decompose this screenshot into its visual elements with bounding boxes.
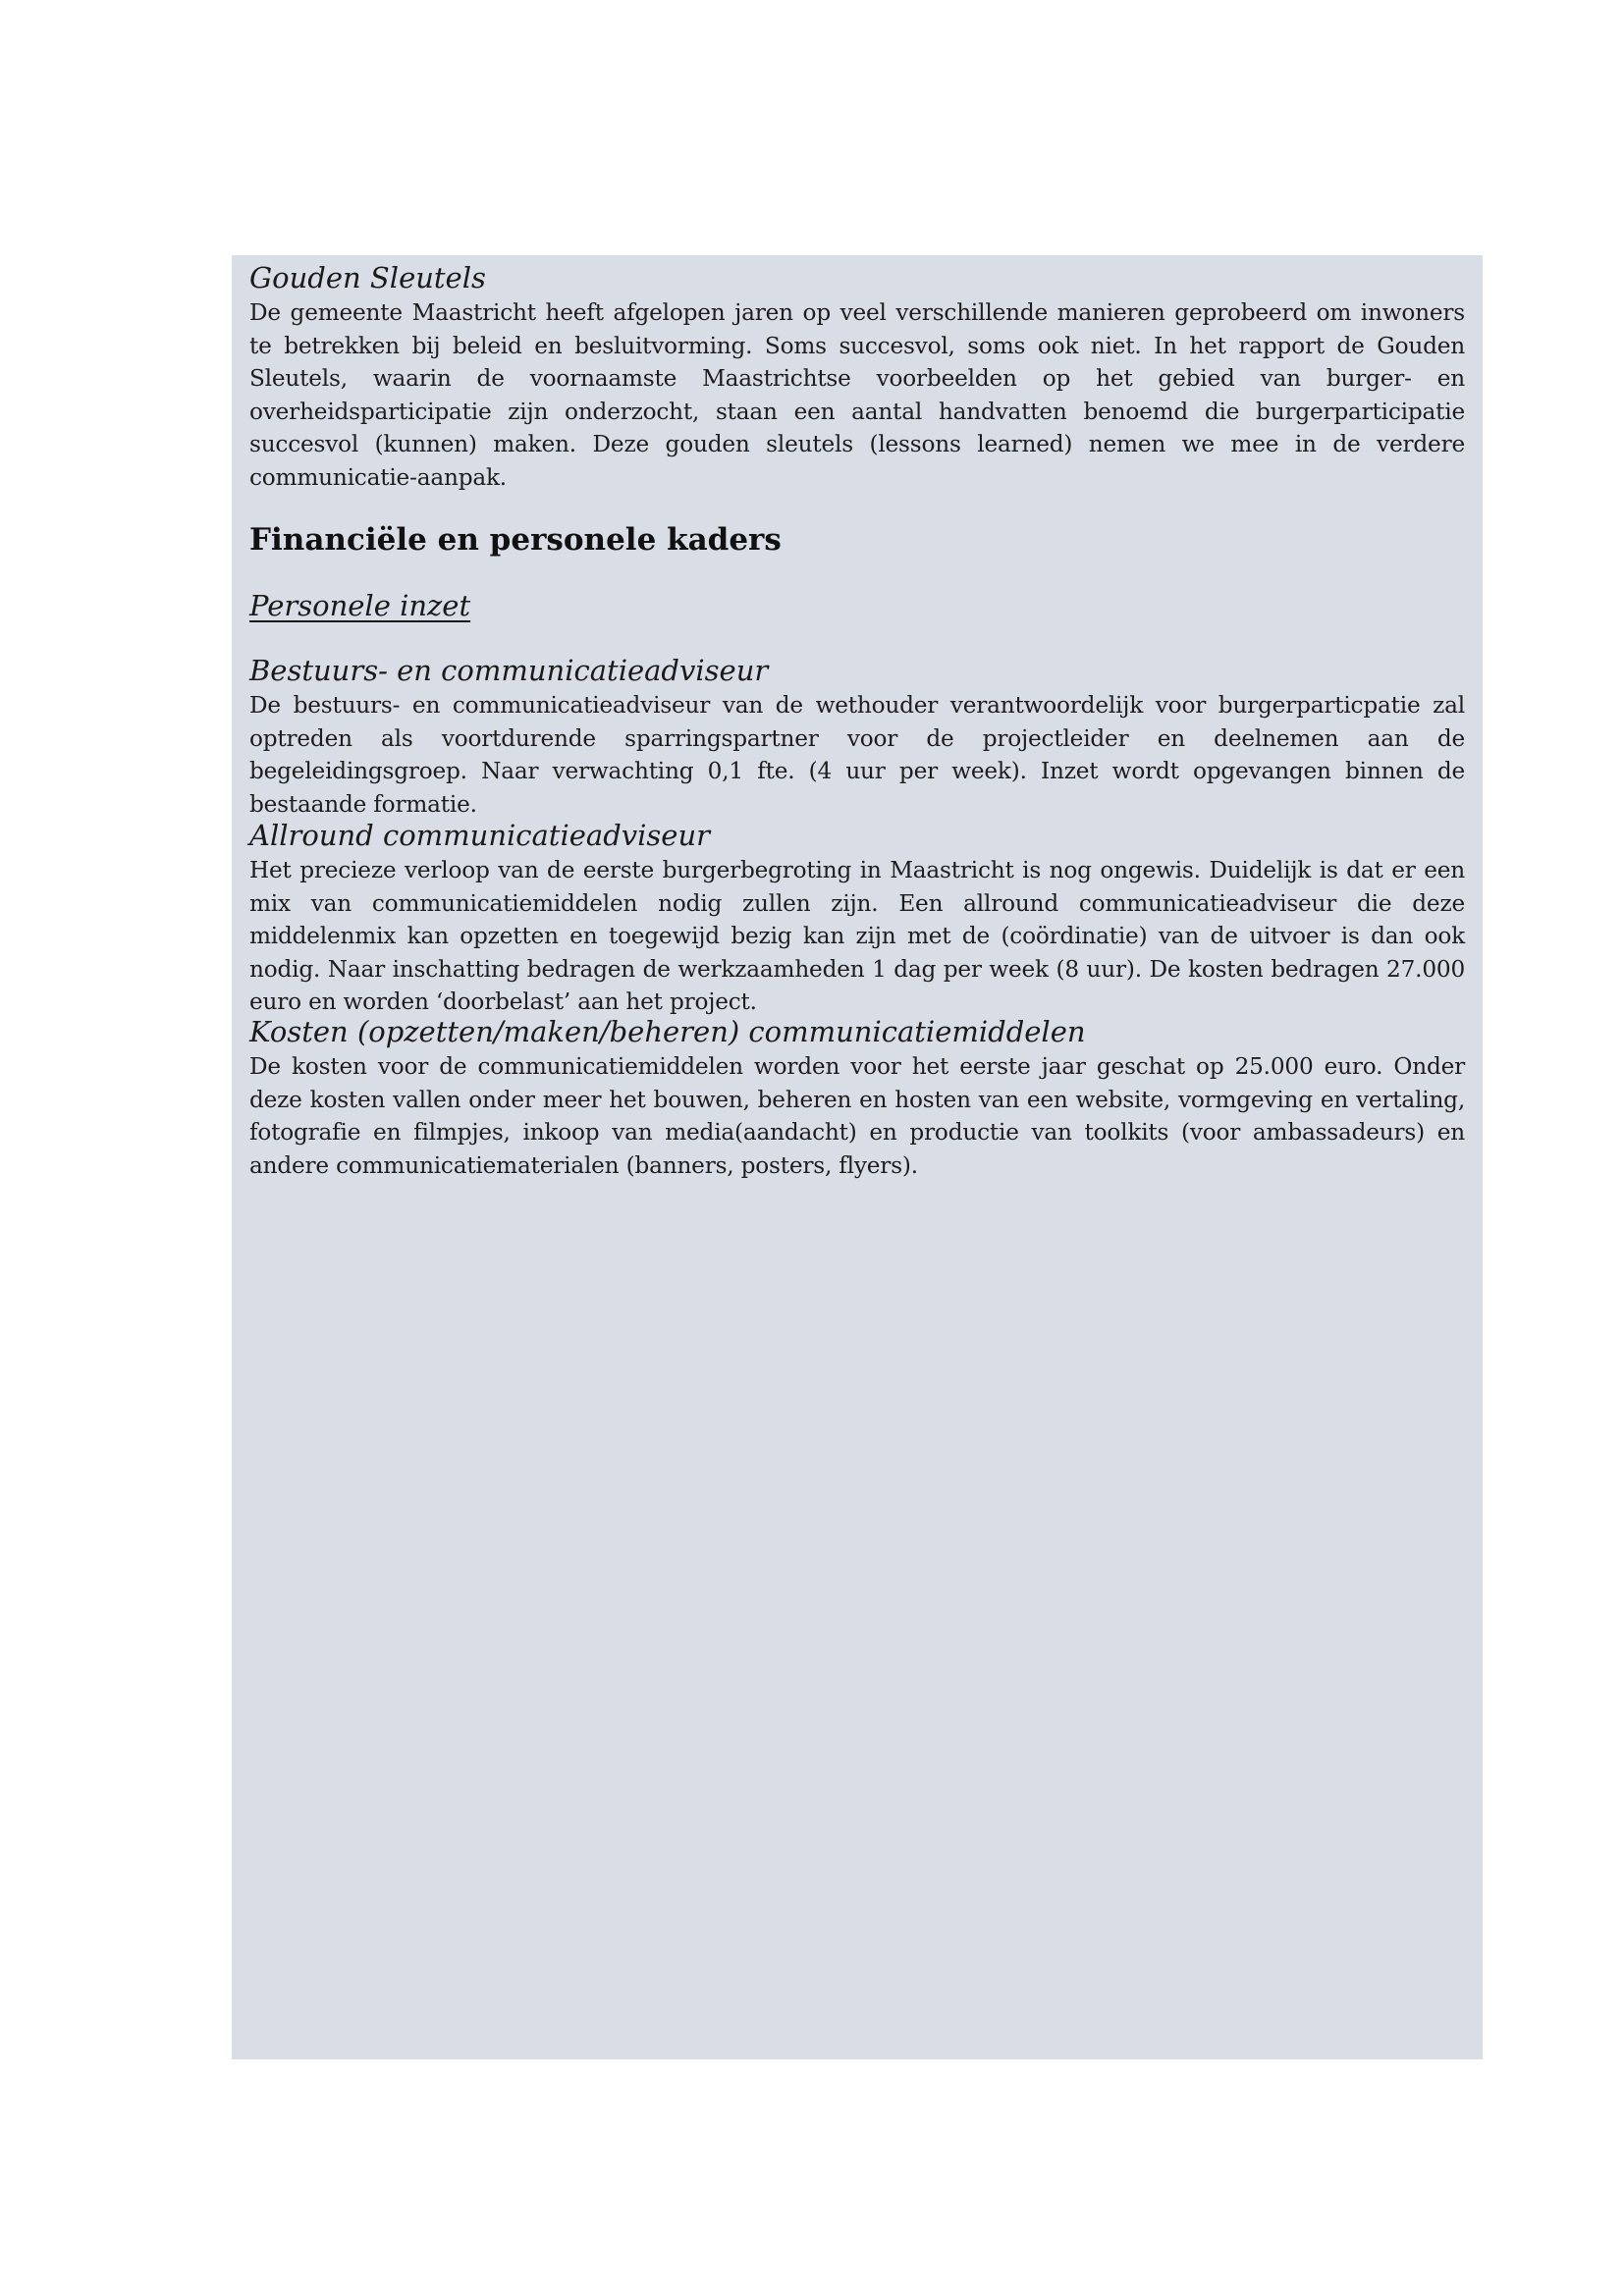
section-kosten [249, 1013, 1465, 1182]
section-kaders [249, 520, 1465, 560]
section-subheading: Personele inzet [249, 589, 471, 622]
section-allround [249, 817, 1465, 1019]
section-title: Gouden Sleutels [249, 261, 486, 294]
content-panel [232, 255, 1483, 2059]
section-body: De gemeente Maastricht heeft afgelopen jaren op veel verschillende manieren geprobeerd om inwoners te betrekken bij beleid en besluitvorming. Soms succesvol, soms ook niet. In het rapport de Gouden Sleutels, waarin de voornaamste Maastrichtse voorbeelden op het gebied van burger- en overheidsparticipatie zijn onderzocht, staan een aantal handvatten benoemd die burgerparticipatie succesvol (kunnen) maken. Deze gouden sleutels (lessons learned) nemen we mee in de verdere communicatie-aanpak. [249, 299, 1465, 491]
section-body: De kosten voor de communicatiemiddelen worden voor het eerste jaar geschat op 25.000 euro. Onder deze kosten vallen onder meer het bouwen, beheren en hosten van een website, vormgeving en vertaling, fotografie en filmpjes, inkoop van media(aandacht) en productie van toolkits (voor ambassadeurs) en andere communicatiematerialen (banners, posters, flyers). [249, 1053, 1465, 1179]
section-gouden-sleutels [249, 259, 1465, 494]
section-body: Het precieze verloop van de eerste burgerbegroting in Maastricht is nog ongewis. Duidelijk is dat er een mix van communicatiemiddelen nodig zullen zijn. Een allround communicatieadviseur die deze middelenmix kan opzetten en toegewijd bezig kan zijn met de (coördinatie) van de uitvoer is dan ook nodig. Naar inschatting bedragen de werkzaamheden 1 dag per week (8 uur). De kosten bedragen 27.000 euro en worden ‘doorbelast’ aan het project. [249, 857, 1465, 1015]
section-title: Bestuurs- en communicatieadviseur [249, 654, 769, 687]
section-heading: Financiële en personele kaders [249, 522, 782, 558]
section-personele-inzet [249, 587, 1465, 624]
section-title: Kosten (opzetten/maken/beheren) communicatiemiddelen [249, 1015, 1086, 1048]
section-body: De bestuurs- en communicatieadviseur van de wethouder verantwoordelijk voor burgerparticpatie zal optreden als voortdurende sparringspartner voor de projectleider en deelnemen aan de begeleidingsgroep. Naar verwachting 0,1 fte. (4 uur per week). Inzet wordt opgevangen binnen de bestaande formatie. [249, 692, 1465, 818]
section-bestuurs [249, 652, 1465, 821]
section-title: Allround communicatieadviseur [249, 819, 710, 852]
